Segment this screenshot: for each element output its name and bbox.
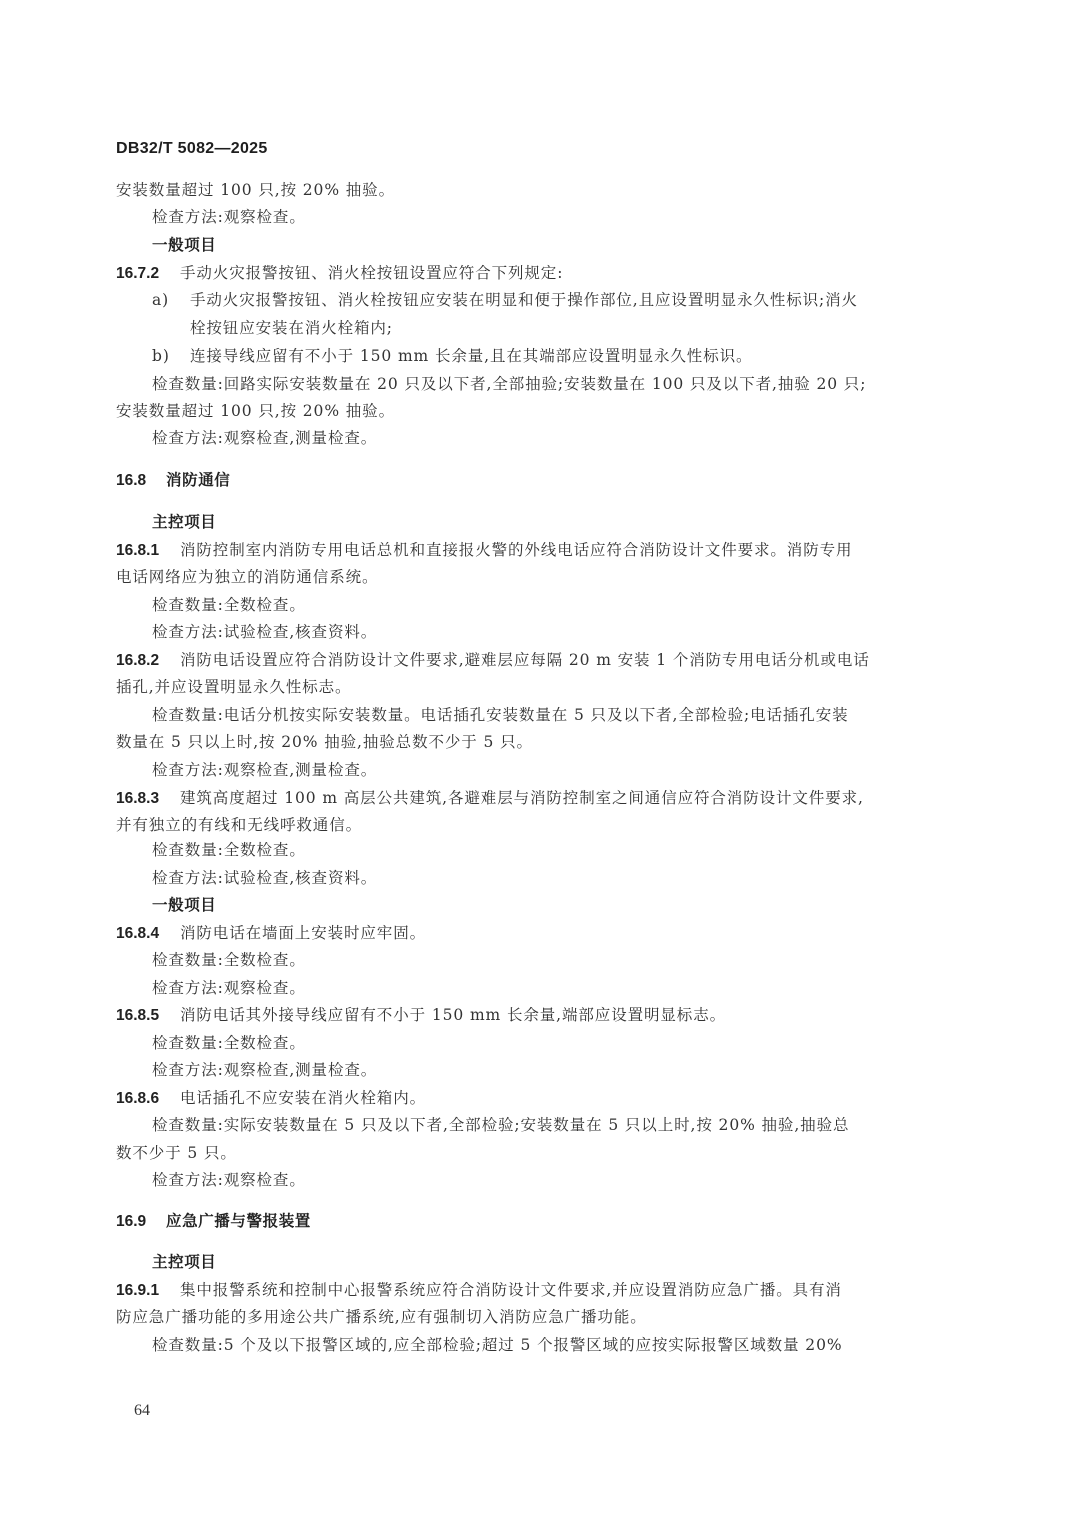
list-marker: b) [152,347,170,365]
inspection-quantity: 检查数量:全数检查。 [152,1034,306,1052]
subheading-main-control-items: 主控项目 [152,1253,217,1271]
body-text: 安装数量超过 100 只,按 20% 抽验。 [116,181,395,199]
clause-number: 16.8.1 [116,542,160,559]
inspection-quantity: 检查数量:全数检查。 [152,951,306,969]
subheading-main-control-items: 主控项目 [152,513,217,531]
section-title: 消防通信 [166,471,231,489]
document-id-header: DB32/T 5082—2025 [116,140,268,157]
inspection-quantity: 检查数量:电话分机按实际安装数量。电话插孔安装数量在 5 只及以下者,全部检验;电话插孔安装 [152,706,849,724]
clause-text: 消防电话设置应符合消防设计文件要求,避难层应每隔 20 m 安装 1 个消防专用电话分机或电话 [180,651,870,669]
clause-text: 集中报警系统和控制中心报警系统应符合消防设计文件要求,并应设置消防应急广播。具有消 [180,1281,842,1299]
clause-16-8-4 [116,923,946,944]
inspection-quantity: 检查数量:实际安装数量在 5 只及以下者,全部检验;安装数量在 5 只以上时,按 20% 抽验,抽验总 [152,1116,850,1134]
clause-text: 消防电话其外接导线应留有不小于 150 mm 长余量,端部应设置明显标志。 [180,1006,726,1024]
page-number: 64 [134,1402,150,1419]
inspection-method: 检查方法:观察检查。 [152,1171,306,1189]
clause-number: 16.8.4 [116,925,160,942]
clause-16-7-2 [116,263,946,284]
body-text: 电话网络应为独立的消防通信系统。 [116,568,379,586]
inspection-method: 检查方法:观察检查。 [152,979,306,997]
clause-16-8-1 [116,540,946,561]
subheading-general-items: 一般项目 [152,896,217,914]
clause-number: 16.8.3 [116,790,160,807]
list-marker: a) [152,291,170,309]
clause-16-9-1 [116,1280,946,1301]
inspection-method: 检查方法:试验检查,核查资料。 [152,869,378,887]
list-item-b [152,346,982,366]
inspection-method: 检查方法:观察检查。 [152,208,306,226]
inspection-method: 检查方法:观察检查,测量检查。 [152,1061,378,1079]
inspection-quantity: 检查数量:全数检查。 [152,596,306,614]
list-item-a-cont: 栓按钮应安装在消火栓箱内; [190,319,393,337]
clause-text: 建筑高度超过 100 m 高层公共建筑,各避难层与消防控制室之间通信应符合消防设计文件要求, [180,789,864,807]
section-title: 应急广播与警报装置 [166,1212,311,1230]
section-heading-16-8 [116,470,946,491]
inspection-quantity: 检查数量:全数检查。 [152,841,306,859]
clause-number: 16.8.5 [116,1007,160,1024]
body-text: 并有独立的有线和无线呼救通信。 [116,816,363,834]
inspection-quantity: 检查数量:回路实际安装数量在 20 只及以下者,全部抽验;安装数量在 100 只及以下者,抽验 20 只; [152,375,867,393]
clause-text: 电话插孔不应安装在消火栓箱内。 [180,1089,427,1107]
list-item-a [152,290,982,310]
inspection-method: 检查方法:观察检查,测量检查。 [152,429,378,447]
clause-text: 手动火灾报警按钮、消火栓按钮设置应符合下列规定: [180,264,564,282]
body-text: 防应急广播功能的多用途公共广播系统,应有强制切入消防应急广播功能。 [116,1308,647,1326]
clause-text: 消防电话在墙面上安装时应牢固。 [180,924,427,942]
inspection-quantity: 检查数量:5 个及以下报警区域的,应全部检验;超过 5 个报警区域的应按实际报警区域数量 20% [152,1336,843,1354]
body-text: 数不少于 5 只。 [116,1144,237,1162]
clause-text: 消防控制室内消防专用电话总机和直接报火警的外线电话应符合消防设计文件要求。消防专用 [180,541,853,559]
section-number: 16.8 [116,472,147,489]
list-text: 连接导线应留有不小于 150 mm 长余量,且在其端部应设置明显永久性标识。 [190,347,753,365]
section-heading-16-9 [116,1211,946,1232]
list-text: 手动火灾报警按钮、消火栓按钮应安装在明显和便于操作部位,且应设置明显永久性标识;消火 [190,291,858,309]
clause-16-8-2 [116,650,946,671]
inspection-method: 检查方法:试验检查,核查资料。 [152,623,378,641]
clause-16-8-3 [116,788,946,809]
body-text: 数量在 5 只以上时,按 20% 抽验,抽验总数不少于 5 只。 [116,733,533,751]
clause-number: 16.7.2 [116,265,160,282]
clause-number: 16.8.6 [116,1090,160,1107]
subheading-general-items: 一般项目 [152,236,217,254]
clause-number: 16.9.1 [116,1282,160,1299]
body-text: 安装数量超过 100 只,按 20% 抽验。 [116,402,395,420]
clause-number: 16.8.2 [116,652,160,669]
clause-16-8-5 [116,1005,946,1026]
body-text: 插孔,并应设置明显永久性标志。 [116,678,352,696]
clause-16-8-6 [116,1088,946,1109]
inspection-method: 检查方法:观察检查,测量检查。 [152,761,378,779]
section-number: 16.9 [116,1213,147,1230]
